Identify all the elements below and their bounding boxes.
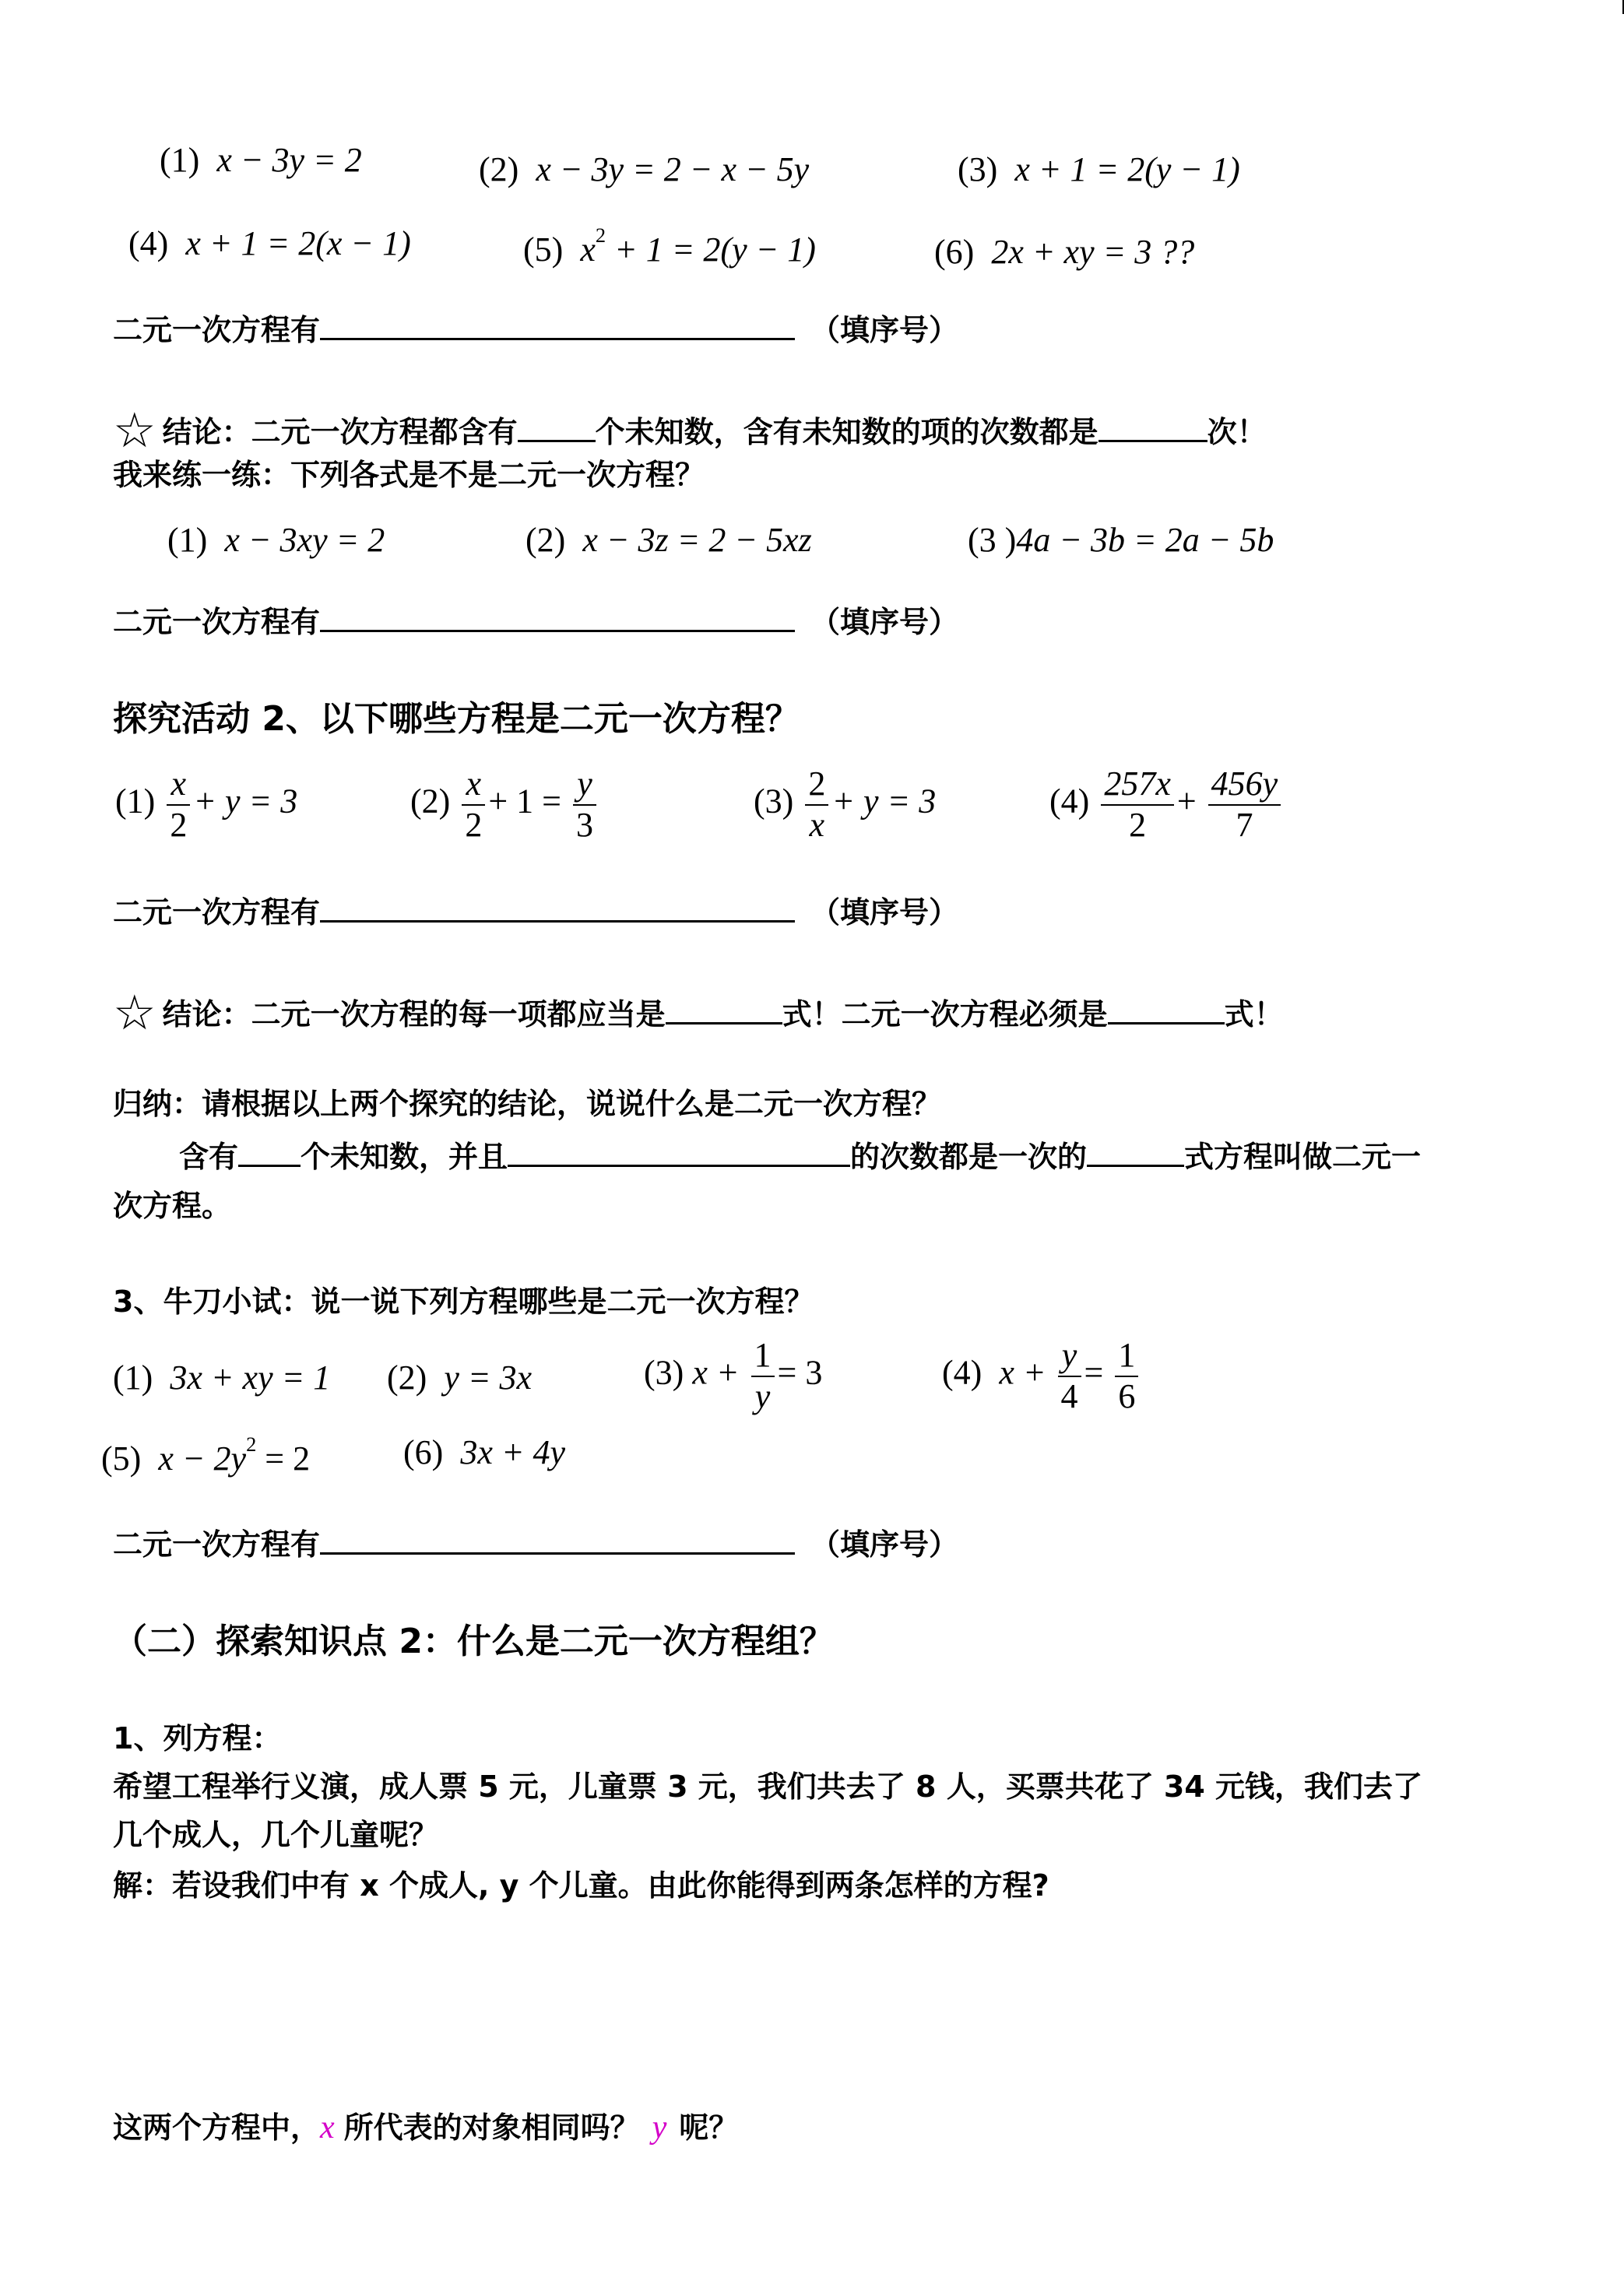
fraction-numerator: y	[573, 764, 596, 806]
activity-2-title: 探究活动 2、以下哪些方程是二元一次方程？	[113, 699, 800, 739]
fraction-numerator: x	[167, 764, 190, 806]
problem-line-2: 几个成人，几个儿童呢？	[113, 1818, 439, 1852]
eq-4: (4) x + 1 = 2(x − 1)	[128, 224, 411, 262]
summary-blank-b[interactable]	[508, 1138, 850, 1167]
star-icon: ☆	[113, 984, 156, 1041]
fraction-denominator: 3	[575, 805, 593, 844]
practice-eq-2: (2) x − 3z = 2 − 5xz	[526, 521, 812, 559]
answer-line-3: 二元一次方程有 （填序号）	[113, 894, 958, 931]
activity-2-eq-4: (4) $\frac{257x}{2}$ + $\frac{456y}{7}$	[1049, 764, 1284, 845]
practice-eq-3: (3 )4a − 3b = 2a − 5b	[968, 521, 1274, 559]
part-2-title: （二）探索知识点 2：什么是二元一次方程组？	[113, 1622, 834, 1661]
practice-title: 我来练一练：下列各式是不是二元一次方程？	[113, 458, 705, 492]
fraction-numerator: 1	[751, 1336, 775, 1377]
answer-blank-3[interactable]	[320, 894, 795, 923]
fraction	[167, 764, 190, 845]
answer-blank-1[interactable]	[320, 311, 795, 340]
trial-title: 3、牛刀小试：说一说下列方程哪些是二元一次方程？	[113, 1285, 814, 1319]
trial-eq-5: (5) $x - 2y^2 = 2$	[101, 1432, 311, 1478]
eq-5: (5) $x^2 + 1 = 2(y - 1)$	[523, 223, 816, 269]
fraction-denominator: 6	[1118, 1376, 1136, 1415]
fraction-denominator: 7	[1236, 805, 1253, 844]
trial-eq-6: (6) 3x + 4y	[403, 1433, 566, 1471]
fraction-numerator: x	[462, 764, 485, 806]
summary-blank-a[interactable]	[238, 1138, 301, 1167]
fraction	[573, 764, 596, 845]
problem-line-3: 解：若设我们中有 x 个成人, y 个儿童。由此你能得到两条怎样的方程?	[113, 1868, 1049, 1903]
summary-title: 归纳：请根据以上两个探究的结论，说说什么是二元一次方程？	[113, 1087, 942, 1121]
answer-blank-4[interactable]	[320, 1526, 795, 1555]
trial-eq-1: (1) 3x + xy = 1	[113, 1358, 331, 1397]
practice-eq-1: (1) x − 3xy = 2	[167, 521, 385, 559]
conclusion-1-blank-a[interactable]	[518, 413, 596, 442]
fraction-denominator: y	[754, 1376, 771, 1415]
fraction-numerator: 257x	[1101, 764, 1174, 806]
conclusion-2-blank-a[interactable]	[666, 996, 782, 1024]
trial-eq-3: (3) x + $\frac{1}{y}$ = 3	[644, 1336, 823, 1415]
fraction	[462, 764, 485, 845]
eq-1: (1) x − 3y = 2	[160, 141, 362, 179]
fraction	[1101, 764, 1174, 845]
fraction-numerator: y	[1058, 1336, 1081, 1377]
conclusion-2-blank-b[interactable]	[1108, 996, 1225, 1024]
eq-6: (6) 2x + xy = 3 ??	[934, 233, 1195, 271]
eq-2: (2) x − 3y = 2 − x − 5y	[479, 150, 810, 188]
var-x: x	[320, 2110, 335, 2146]
summary-line-2: 次方程。	[113, 1189, 232, 1223]
final-question: 这两个方程中，x 所代表的对象相同吗？ y 呢？	[113, 2110, 739, 2146]
answer-line-2: 二元一次方程有 （填序号）	[113, 603, 958, 641]
fraction-denominator: x	[809, 805, 825, 844]
answer-line-4: 二元一次方程有 （填序号）	[113, 1526, 958, 1563]
activity-2-eq-3: (3) $\frac{2}{x}$ + y = 3	[754, 764, 937, 844]
conclusion-1-blank-b[interactable]	[1098, 413, 1207, 442]
answer-line-1: 二元一次方程有 （填序号）	[113, 311, 958, 349]
fraction-denominator: 2	[170, 805, 188, 844]
fraction	[1058, 1336, 1081, 1416]
activity-2-eq-2: (2) $\frac{x}{2}$ + 1 = $\frac{y}{3}$	[410, 764, 599, 845]
fraction-numerator: 456y	[1208, 764, 1281, 806]
fraction	[751, 1336, 775, 1416]
var-y: y	[652, 2110, 667, 2146]
fraction	[1208, 764, 1281, 845]
summary-blank-c[interactable]	[1087, 1138, 1184, 1167]
fraction	[805, 764, 828, 845]
activity-2-eq-1: (1) $\frac{x}{2}$ + y = 3	[115, 764, 298, 844]
summary-line: 含有 个未知数，并且 的次数都是一次的 式方程叫做二元一	[179, 1138, 1421, 1176]
problem-line-1: 希望工程举行义演，成人票 5 元，儿童票 3 元，我们共去了 8 人，买票共花了 34 元钱，我们去了	[113, 1770, 1423, 1804]
fraction	[1115, 1336, 1138, 1416]
problem-title: 1、列方程：	[113, 1721, 282, 1756]
fraction-denominator: 4	[1060, 1376, 1078, 1415]
fraction-numerator: 1	[1115, 1336, 1138, 1377]
conclusion-2: ☆ 结论：二元一次方程的每一项都应当是 式！二元一次方程必须是 式！	[113, 984, 1284, 1041]
star-icon: ☆	[113, 402, 156, 459]
fraction-denominator: 2	[465, 805, 483, 844]
fraction-numerator: 2	[805, 764, 828, 806]
trial-eq-4: (4) x + $\frac{y}{4}$ = $\frac{1}{6}$	[942, 1336, 1141, 1416]
conclusion-1: ☆ 结论：二元一次方程都含有 个未知数，含有未知数的项的次数都是 次！	[113, 402, 1267, 459]
trial-eq-2: (2) y = 3x	[387, 1358, 533, 1397]
fraction-denominator: 2	[1129, 805, 1147, 844]
eq-3: (3) x + 1 = 2(y − 1)	[958, 150, 1240, 188]
answer-blank-2[interactable]	[320, 603, 795, 632]
